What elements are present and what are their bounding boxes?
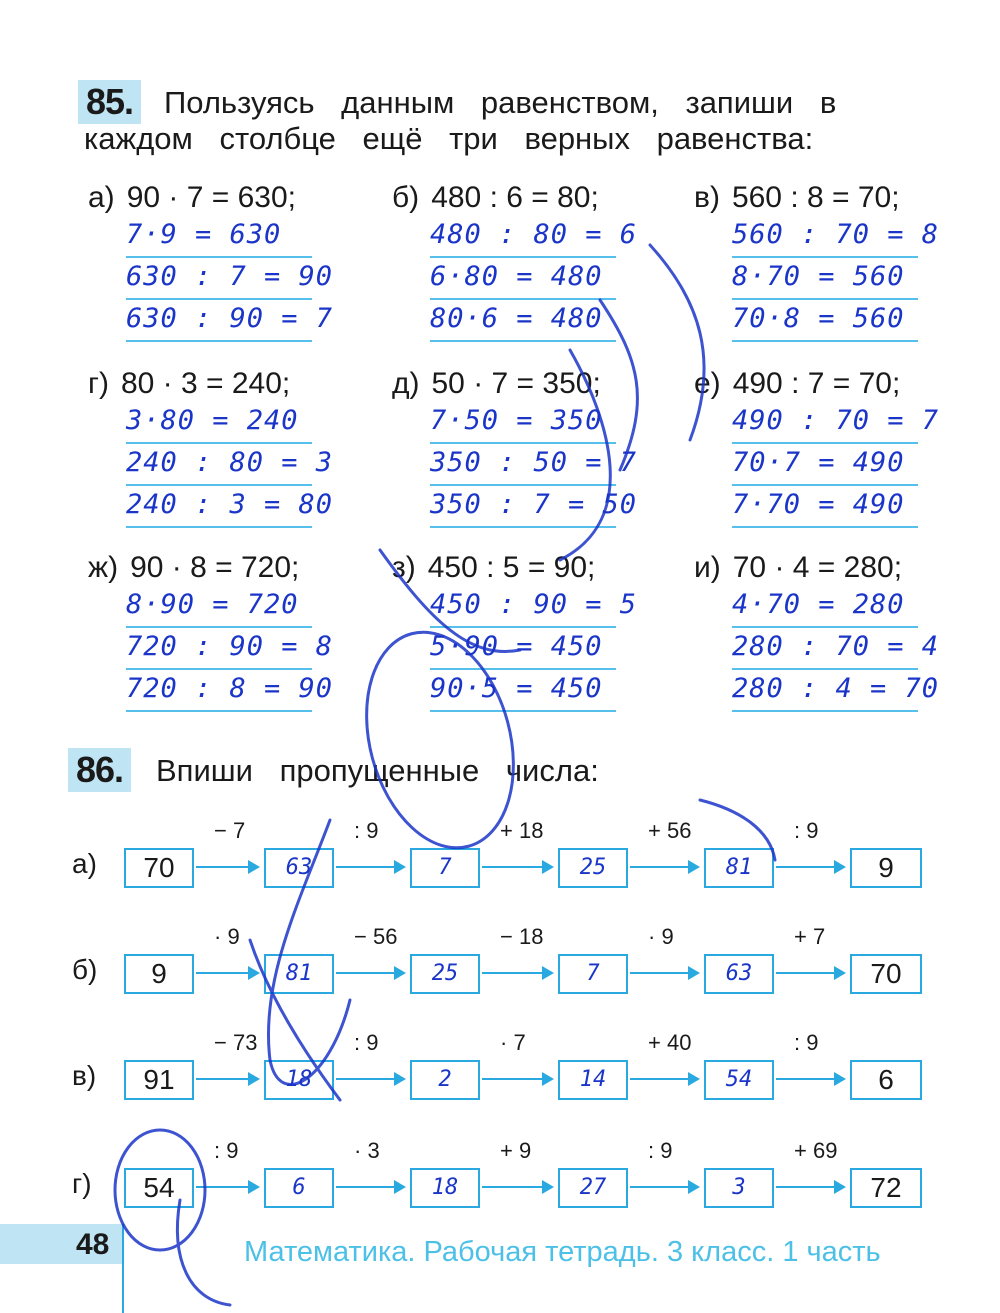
arrow (336, 866, 404, 868)
equation-group (88, 180, 388, 342)
answer-box[interactable]: 54 (704, 1060, 774, 1100)
arrow (336, 1186, 404, 1188)
arrow (336, 972, 404, 974)
arrow (196, 972, 258, 974)
operation-label: + 40 (648, 1030, 692, 1055)
given-equation (88, 366, 388, 402)
answer-box[interactable]: 3 (704, 1168, 774, 1208)
handwritten-answer: 240 : 3 = 80 (126, 486, 312, 528)
arrow (482, 972, 552, 974)
item-label: д) (392, 367, 420, 400)
given-expression: 480 : 6 = 80; (431, 181, 599, 214)
handwritten-answer: 90·5 = 450 (430, 670, 616, 712)
number-chain (72, 818, 952, 898)
answer-box[interactable]: 7 (410, 848, 480, 888)
operation-label: + 69 (794, 1138, 838, 1163)
arrow (776, 1078, 844, 1080)
operation-label: : 9 (354, 818, 379, 843)
given-expression: 80 · 3 = 240; (120, 367, 291, 400)
arrow (482, 866, 552, 868)
operation-label: + 56 (648, 818, 692, 843)
equation-group (392, 180, 692, 342)
handwritten-answer: 70·7 = 490 (732, 444, 918, 486)
item-label: г) (88, 367, 109, 400)
given-expression: 450 : 5 = 90; (427, 551, 596, 584)
given-equation (392, 550, 692, 586)
equation-group (88, 366, 388, 528)
handwritten-answer: 240 : 80 = 3 (126, 444, 312, 486)
answer-box[interactable]: 18 (264, 1060, 334, 1100)
operation-label: · 9 (214, 924, 240, 949)
task-85-text-line1: Пользуясь данным равенством, запиши в (164, 85, 837, 120)
operation-label: : 9 (354, 1030, 379, 1055)
handwritten-answer: 490 : 70 = 7 (732, 402, 918, 444)
answer-box[interactable]: 81 (704, 848, 774, 888)
chain-label: а) (72, 848, 97, 879)
item-label: в) (694, 181, 720, 214)
given-equation (694, 550, 994, 586)
answer-box[interactable]: 25 (410, 954, 480, 994)
item-label: а) (88, 181, 115, 214)
handwritten-answer: 8·70 = 560 (732, 258, 918, 300)
operation-label: − 18 (500, 924, 544, 949)
given-box: 72 (850, 1168, 922, 1208)
page-number: 48 (76, 1228, 110, 1261)
given-box: 91 (124, 1060, 194, 1100)
handwritten-answer: 70·8 = 560 (732, 300, 918, 342)
arrow (196, 1186, 258, 1188)
given-box: 9 (124, 954, 194, 994)
equation-group (694, 550, 994, 712)
item-label: ж) (88, 551, 119, 584)
answer-box[interactable]: 63 (704, 954, 774, 994)
handwritten-answer: 80·6 = 480 (430, 300, 616, 342)
given-equation (88, 550, 388, 586)
handwritten-answer: 7·9 = 630 (126, 216, 312, 258)
answer-box[interactable]: 7 (558, 954, 628, 994)
answer-box[interactable]: 81 (264, 954, 334, 994)
given-box: 6 (850, 1060, 922, 1100)
answer-box[interactable]: 14 (558, 1060, 628, 1100)
equation-group (88, 550, 388, 712)
handwritten-answer: 280 : 70 = 4 (732, 628, 918, 670)
operation-label: + 9 (500, 1138, 532, 1163)
answer-box[interactable]: 6 (264, 1168, 334, 1208)
task-86-text: Впиши пропущенные числа: (156, 753, 599, 788)
answer-box[interactable]: 63 (264, 848, 334, 888)
equation-group (392, 550, 692, 712)
number-chain (72, 1030, 952, 1110)
operation-label: : 9 (648, 1138, 673, 1163)
handwritten-answer: 7·70 = 490 (732, 486, 918, 528)
given-equation (392, 180, 692, 216)
operation-label: · 7 (500, 1030, 526, 1055)
operation-label: : 9 (214, 1138, 239, 1163)
operation-label: · 9 (648, 924, 674, 949)
operation-label: : 9 (794, 1030, 819, 1055)
number-chain (72, 924, 952, 1004)
equation-group (694, 366, 994, 528)
chain-label: б) (72, 954, 98, 985)
equation-group (392, 366, 692, 528)
operation-label: · 3 (354, 1138, 380, 1163)
given-expression: 560 : 8 = 70; (731, 181, 900, 214)
given-expression: 490 : 7 = 70; (732, 367, 901, 400)
handwritten-answer: 450 : 90 = 5 (430, 586, 616, 628)
arrow (776, 972, 844, 974)
answer-box[interactable]: 2 (410, 1060, 480, 1100)
answer-box[interactable]: 25 (558, 848, 628, 888)
given-equation (694, 180, 994, 216)
handwritten-answer: 350 : 50 = 7 (430, 444, 616, 486)
arrow (630, 866, 698, 868)
operation-label: + 7 (794, 924, 826, 949)
handwritten-answer: 3·80 = 240 (126, 402, 312, 444)
arrow (196, 866, 258, 868)
arrow (336, 1078, 404, 1080)
arrow (630, 1186, 698, 1188)
operation-label: − 56 (354, 924, 398, 949)
item-label: е) (694, 367, 721, 400)
arrow (196, 1078, 258, 1080)
arrow (482, 1186, 552, 1188)
chain-label: в) (72, 1060, 97, 1091)
handwritten-answer: 280 : 4 = 70 (732, 670, 918, 712)
operation-label: : 9 (794, 818, 819, 843)
handwritten-answer: 720 : 90 = 8 (126, 628, 312, 670)
footer-divider (122, 1224, 124, 1313)
number-chain (72, 1138, 952, 1218)
given-box: 54 (124, 1168, 194, 1208)
given-expression: 50 · 7 = 350; (431, 367, 601, 400)
handwritten-answer: 630 : 7 = 90 (126, 258, 312, 300)
item-label: б) (392, 181, 420, 214)
operation-label: − 73 (214, 1030, 258, 1055)
given-equation (88, 180, 388, 216)
handwritten-answer: 560 : 70 = 8 (732, 216, 918, 258)
given-box: 9 (850, 848, 922, 888)
task-86-number: 86. (68, 748, 131, 792)
answer-box[interactable]: 27 (558, 1168, 628, 1208)
item-label: з) (392, 551, 416, 584)
given-equation (694, 366, 994, 402)
handwritten-answer: 4·70 = 280 (732, 586, 918, 628)
task-85-text-line2: каждом столбце ещё три верных равенства: (84, 121, 814, 156)
handwritten-answer: 6·80 = 480 (430, 258, 616, 300)
given-expression: 90 · 7 = 630; (126, 181, 296, 214)
handwritten-answer: 5·90 = 450 (430, 628, 616, 670)
equation-group (694, 180, 994, 342)
given-expression: 90 · 8 = 720; (130, 551, 300, 584)
arrow (482, 1078, 552, 1080)
operation-label: − 7 (214, 818, 246, 843)
arrow (630, 1078, 698, 1080)
item-label: и) (694, 551, 721, 584)
given-equation (392, 366, 692, 402)
given-expression: 70 · 4 = 280; (732, 551, 903, 584)
arrow (630, 972, 698, 974)
given-box: 70 (124, 848, 194, 888)
arrow (776, 866, 844, 868)
book-title: Математика. Рабочая тетрадь. 3 класс. 1 часть (244, 1236, 881, 1268)
handwritten-answer: 630 : 90 = 7 (126, 300, 312, 342)
handwritten-answer: 720 : 8 = 90 (126, 670, 312, 712)
operation-label: + 18 (500, 818, 544, 843)
chain-label: г) (72, 1168, 92, 1199)
task-85-number: 85. (78, 80, 141, 124)
handwritten-answer: 480 : 80 = 6 (430, 216, 616, 258)
answer-box[interactable]: 18 (410, 1168, 480, 1208)
handwritten-answer: 8·90 = 720 (126, 586, 312, 628)
given-box: 70 (850, 954, 922, 994)
handwritten-answer: 7·50 = 350 (430, 402, 616, 444)
handwritten-answer: 350 : 7 = 50 (430, 486, 616, 528)
arrow (776, 1186, 844, 1188)
